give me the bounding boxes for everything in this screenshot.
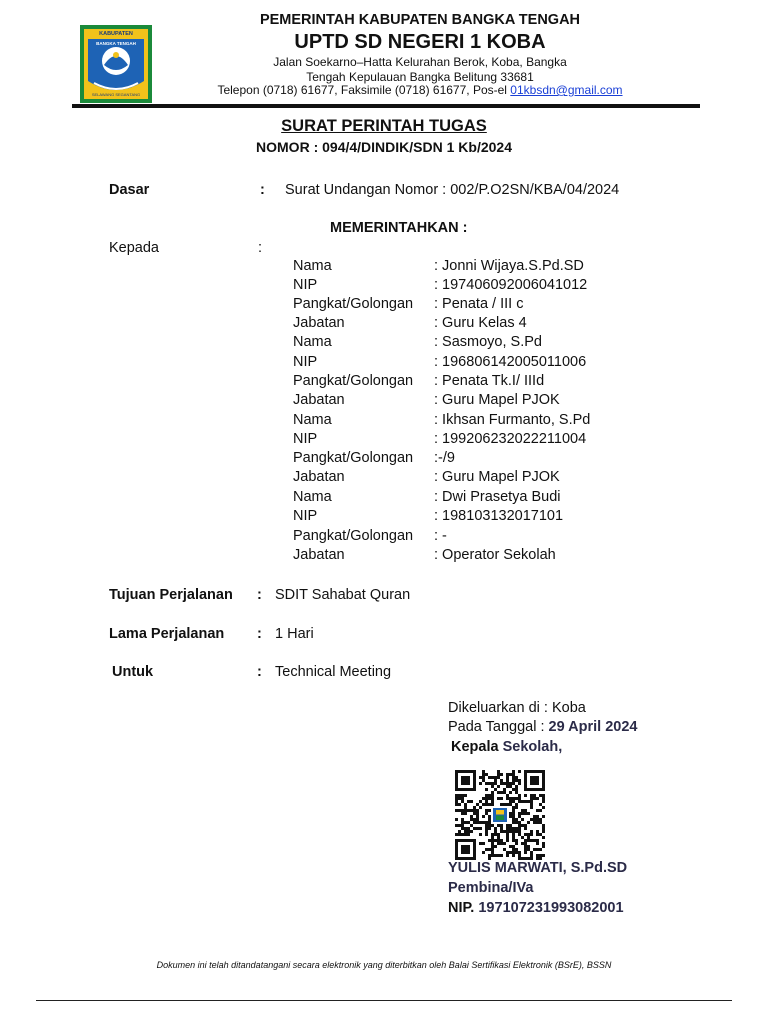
assignee-2-rank: : Penata Tk.I/ IIId <box>434 373 545 389</box>
assignee-3-position: : Guru Mapel PJOK <box>434 469 560 485</box>
assignee-2-position: : Guru Mapel PJOK <box>434 392 560 408</box>
duration-colon: : <box>257 626 262 642</box>
purpose-label: Untuk <box>112 664 154 680</box>
assignee-4-name-label: Nama <box>293 489 332 505</box>
duration-label: Lama Perjalanan <box>109 626 225 642</box>
signer-nip-line <box>448 900 624 916</box>
letter-title: SURAT PERINTAH TUGAS <box>281 117 487 135</box>
school-name: UPTD SD NEGERI 1 KOBA <box>294 31 546 53</box>
issue-date-line <box>448 719 637 735</box>
to-colon: : <box>258 240 263 256</box>
assignee-3-name-label: Nama <box>293 412 332 428</box>
assignee-1-name: : Jonni Wijaya.S.Pd.SD <box>434 258 584 274</box>
assignee-2-name-label: Nama <box>293 334 332 350</box>
signer-nip-label: NIP. <box>448 900 475 916</box>
basis-colon: : <box>260 182 265 198</box>
purpose-colon: : <box>257 664 262 680</box>
order-heading: MEMERINTAHKAN : <box>330 220 468 236</box>
assignee-4-rank-label: Pangkat/Golongan <box>293 528 414 544</box>
assignee-2-nip: : 196806142005011006 <box>434 354 587 370</box>
government-name: PEMERINTAH KABUPATEN BANGKA TENGAH <box>259 12 581 28</box>
assignee-4-nip: : 198103132017101 <box>434 508 564 524</box>
signer-name: YULIS MARWATI, S.Pd.SD <box>448 860 628 876</box>
address-line-2: Tengah Kepulauan Bangka Belitung 33681 <box>306 70 534 84</box>
assignee-2-position-label: Jabatan <box>293 392 345 408</box>
assignee-1-position-label: Jabatan <box>293 315 345 331</box>
footer-divider <box>36 1000 732 1001</box>
assignee-1-rank-label: Pangkat/Golongan <box>293 296 414 312</box>
assignee-2-name: : Sasmoyo, S.Pd <box>434 334 542 350</box>
purpose-value: Technical Meeting <box>275 664 392 680</box>
header-divider <box>72 104 700 108</box>
assignee-2-rank-label: Pangkat/Golongan <box>293 373 414 389</box>
duration-value: 1 Hari <box>275 626 314 642</box>
assignee-1-position: : Guru Kelas 4 <box>434 315 527 331</box>
assignee-1-name-label: Nama <box>293 258 332 274</box>
signer-role-bold: Kepala <box>451 739 499 755</box>
destination-label: Tujuan Perjalanan <box>109 587 233 603</box>
assignee-2-nip-label: NIP <box>293 354 318 370</box>
assignee-1-nip-label: NIP <box>293 277 318 293</box>
basis-label: Dasar <box>109 182 150 198</box>
signature-qr-code <box>455 770 545 860</box>
to-label: Kepada <box>109 240 159 256</box>
email-link[interactable]: 01kbsdn@gmail.com <box>510 83 623 97</box>
issue-date: 29 April 2024 <box>548 719 638 735</box>
letter-number: NOMOR : 094/4/DINDIK/SDN 1 Kb/2024 <box>256 139 512 155</box>
issue-date-prefix: Pada Tanggal : <box>448 719 549 735</box>
signer-rank: Pembina/IVa <box>448 880 534 896</box>
destination-colon: : <box>257 587 262 603</box>
assignee-4-position: : Operator Sekolah <box>434 547 556 563</box>
address-line-1: Jalan Soekarno–Hatta Kelurahan Berok, Koba, Bangka <box>273 55 567 69</box>
issued-at: Dikeluarkan di : Koba <box>448 700 586 716</box>
signer-role-rest: Sekolah, <box>498 739 563 755</box>
destination-value: SDIT Sahabat Quran <box>275 587 411 603</box>
assignee-3-name: : Ikhsan Furmanto, S.Pd <box>434 412 591 428</box>
assignee-3-rank-label: Pangkat/Golongan <box>293 450 414 466</box>
basis-value: Surat Undangan Nomor : 002/P.O2SN/KBA/04/2024 <box>285 182 620 198</box>
assignee-4-nip-label: NIP <box>293 508 318 524</box>
contact-line <box>140 83 700 97</box>
svg-text:KABUPATEN: KABUPATEN <box>99 31 133 37</box>
svg-text:SELAWANG SEGANTANG: SELAWANG SEGANTANG <box>91 92 141 97</box>
signer-nip: 197107231993082001 <box>474 900 624 916</box>
assignee-1-nip: : 197406092006041012 <box>434 277 588 293</box>
assignee-1-rank: : Penata / III c <box>434 296 524 312</box>
assignee-3-rank: :-/9 <box>434 450 455 466</box>
assignee-3-nip-label: NIP <box>293 431 318 447</box>
assignee-3-nip: : 199206232022211004 <box>434 431 587 447</box>
svg-text:BANGKA TENGAH: BANGKA TENGAH <box>96 41 136 46</box>
contact-prefix: Telepon (0718) 61677, Faksimile (0718) 61677, Pos-el <box>217 83 511 97</box>
signer-role <box>451 739 562 755</box>
assignee-4-position-label: Jabatan <box>293 547 345 563</box>
electronic-signature-note: Dokumen ini telah ditandatangani secara elektronik yang diterbitkan oleh Balai Sertifikasi Elektronik (BSrE), BSSN <box>156 960 612 970</box>
assignee-3-position-label: Jabatan <box>293 469 345 485</box>
assignee-4-rank: : - <box>434 528 447 544</box>
assignee-4-name: : Dwi Prasetya Budi <box>434 489 561 505</box>
